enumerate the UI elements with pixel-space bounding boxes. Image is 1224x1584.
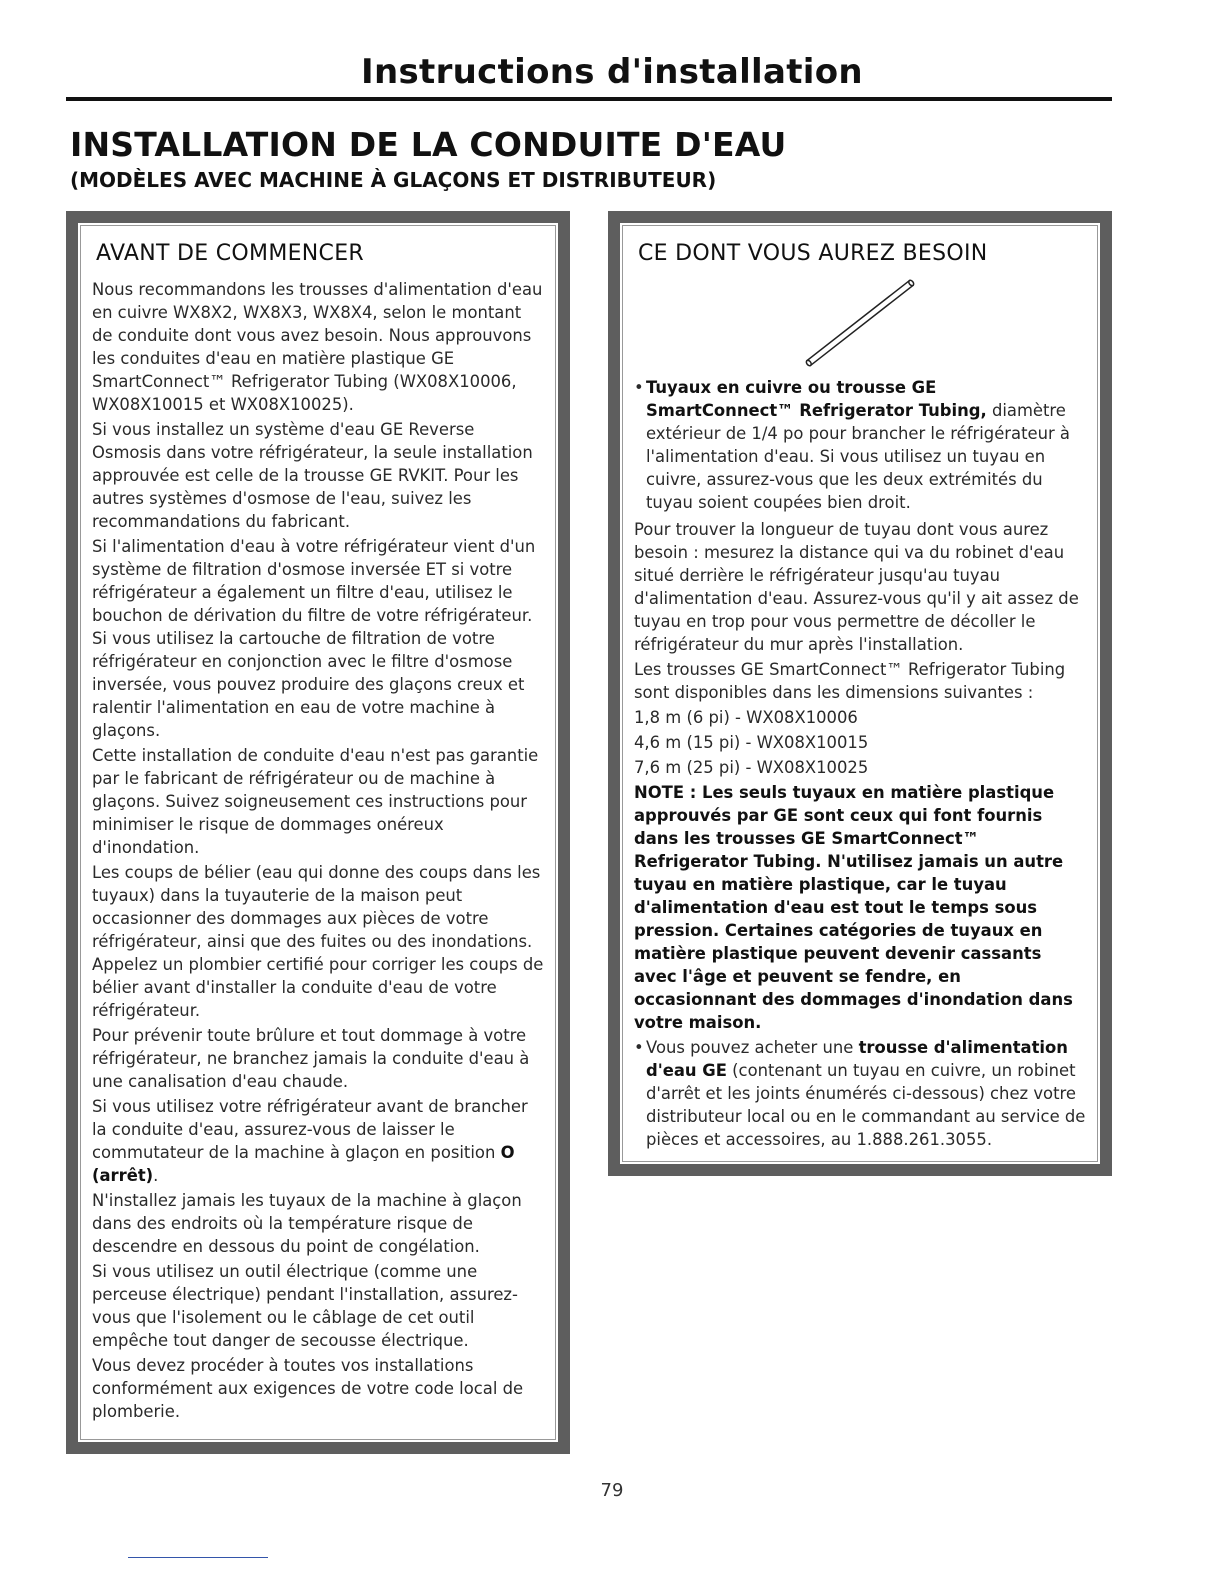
header-rule — [66, 97, 1112, 101]
paragraph: Si vous utilisez un outil électrique (comme une perceuse électrique) pendant l'installation, assurez-vous que l'isolement ou le câblage de cet outil empêche tout danger de secousse électrique. — [92, 1262, 518, 1350]
tubing-bullet-bold: Tuyaux en cuivre ou trousse GE SmartConnect™ Refrigerator Tubing, — [646, 378, 987, 420]
paragraph: Pour prévenir toute brûlure et tout dommage à votre réfrigérateur, ne branchez jamais la conduite d'eau à une canalisation d'eau chaude. — [92, 1026, 530, 1091]
switch-end: . — [153, 1166, 159, 1185]
size-item: 1,8 m (6 pi) - WX08X10006 — [634, 708, 858, 727]
footer-line — [128, 1557, 268, 1558]
size-item: 7,6 m (25 pi) - WX08X10025 — [634, 758, 869, 777]
paragraph: N'installez jamais les tuyaux de la machine à glaçon dans des endroits où la température risque de descendre en dessous du point de congélation. — [92, 1191, 522, 1256]
switch-off-label: O (arrêt) — [92, 1143, 515, 1185]
before-you-begin-title: AVANT DE COMMENCER — [96, 241, 365, 266]
page-number: 79 — [600, 1480, 624, 1501]
paragraph: Vous devez procéder à toutes vos installations conformément aux exigences de votre code local de plomberie. — [92, 1356, 524, 1421]
switch-text: Si vous utilisez votre réfrigérateur avant de brancher la conduite d'eau, assurez-vous de laisser le commutateur de la machine à glaçon en position — [92, 1097, 528, 1162]
before-you-begin-box — [66, 211, 570, 1454]
paragraph: Nous recommandons les trousses d'alimentation d'eau en cuivre WX8X2, WX8X3, WX8X4, selon le montant de conduite dont vous avez besoin. Nous approuvons les conduites d'eau en matière plastique GE SmartConnect™ Refrigerator Tubing (WX08X10006, WX08X10015 et WX08X10025). — [92, 280, 543, 414]
paragraph: Si l'alimentation d'eau à votre réfrigérateur vient d'un système de filtration d'osmose inversée ET si votre réfrigérateur a également un filtre d'eau, utilisez le bouchon de dérivation du filtre de votre réfrigérateur. Si vous utilisez la cartouche de filtration de votre réfrigérateur en conjonction avec le filtre d'osmose inversée, vous pouvez produire des glaçons creux et ralentir l'alimentation en eau de votre machine à glaçons. — [92, 537, 536, 740]
what-you-need-box — [608, 211, 1112, 1176]
tubing-bullet-text: diamètre extérieur de 1/4 po pour brancher le réfrigérateur à l'alimentation d'eau. Si vous utilisez un tuyau en cuivre, assurez-vous que les deux extrémités du tuyau soient coupées bien droit. — [646, 401, 1070, 512]
water-kit-bullet — [634, 1036, 1086, 1151]
paragraph: Si vous installez un système d'eau GE Reverse Osmosis dans votre réfrigérateur, la seule installation approuvée est celle de la trousse GE RVKIT. Pour les autres systèmes d'osmose de l'eau, suivez les recommandations du fabricant. — [92, 420, 533, 531]
water-kit-start: Vous pouvez acheter une — [646, 1038, 859, 1057]
water-kit-bold: trousse d'alimentation d'eau GE — [646, 1038, 1068, 1080]
paragraph: Pour trouver la longueur de tuyau dont vous aurez besoin : mesurez la distance qui va du robinet d'eau situé derrière le réfrigérateur jusqu'au tuyau d'alimentation d'eau. Assurez-vous qu'il y ait assez de tuyau en trop pour vous permettre de décoller le réfrigérateur du mur après l'installation. — [634, 520, 1079, 654]
paragraph: Les trousses GE SmartConnect™ Refrigerator Tubing sont disponibles dans les dimensions suivantes : — [634, 660, 1066, 702]
water-kit-text: (contenant un tuyau en cuivre, un robinet d'arrêt et les joints énumérés ci-dessous) chez votre distributeur local ou en le commandant au service de pièces et accessoires, au 1.888.261.3055. — [646, 1061, 1086, 1149]
what-you-need-title: CE DONT VOUS AUREZ BESOIN — [638, 241, 988, 266]
page-header: Instructions d'installation — [361, 52, 863, 92]
plastic-tubing-note: NOTE : Les seuls tuyaux en matière plastique approuvés par GE sont ceux qui font fournis dans les trousses GE SmartConnect™ Refrigerator Tubing. N'utilisez jamais un autre tuyau en matière plastique, car le tuyau d'alimentation d'eau est tout le temps sous pression. Certaines catégories de tuyaux en matière plastique peuvent devenir cassants avec l'âge et peuvent se fendre, en occasionnant des dommages d'inondation dans votre maison. — [634, 783, 1073, 1032]
paragraph: Cette installation de conduite d'eau n'est pas garantie par le fabricant de réfrigérateur ou de machine à glaçons. Suivez soigneusement ces instructions pour minimiser le risque de dommages onéreux d'inondation. — [92, 746, 539, 857]
paragraph-switch — [92, 1095, 544, 1187]
section-subtitle: (MODÈLES AVEC MACHINE À GLAÇONS ET DISTRIBUTEUR) — [70, 168, 717, 192]
before-you-begin-content — [92, 278, 544, 1423]
paragraph: Les coups de bélier (eau qui donne des coups dans les tuyaux) dans la tuyauterie de la maison peut occasionner des dommages aux pièces de votre réfrigérateur, ainsi que des fuites ou des inondations. Appelez un plombier certifié pour corriger les coups de bélier avant d'installer la conduite d'eau de votre réfrigérateur. — [92, 863, 544, 1020]
tubing-bullet — [634, 376, 1086, 514]
section-title: INSTALLATION DE LA CONDUITE D'EAU — [70, 125, 787, 164]
what-you-need-content — [634, 376, 1086, 1151]
size-item: 4,6 m (15 pi) - WX08X10015 — [634, 733, 869, 752]
